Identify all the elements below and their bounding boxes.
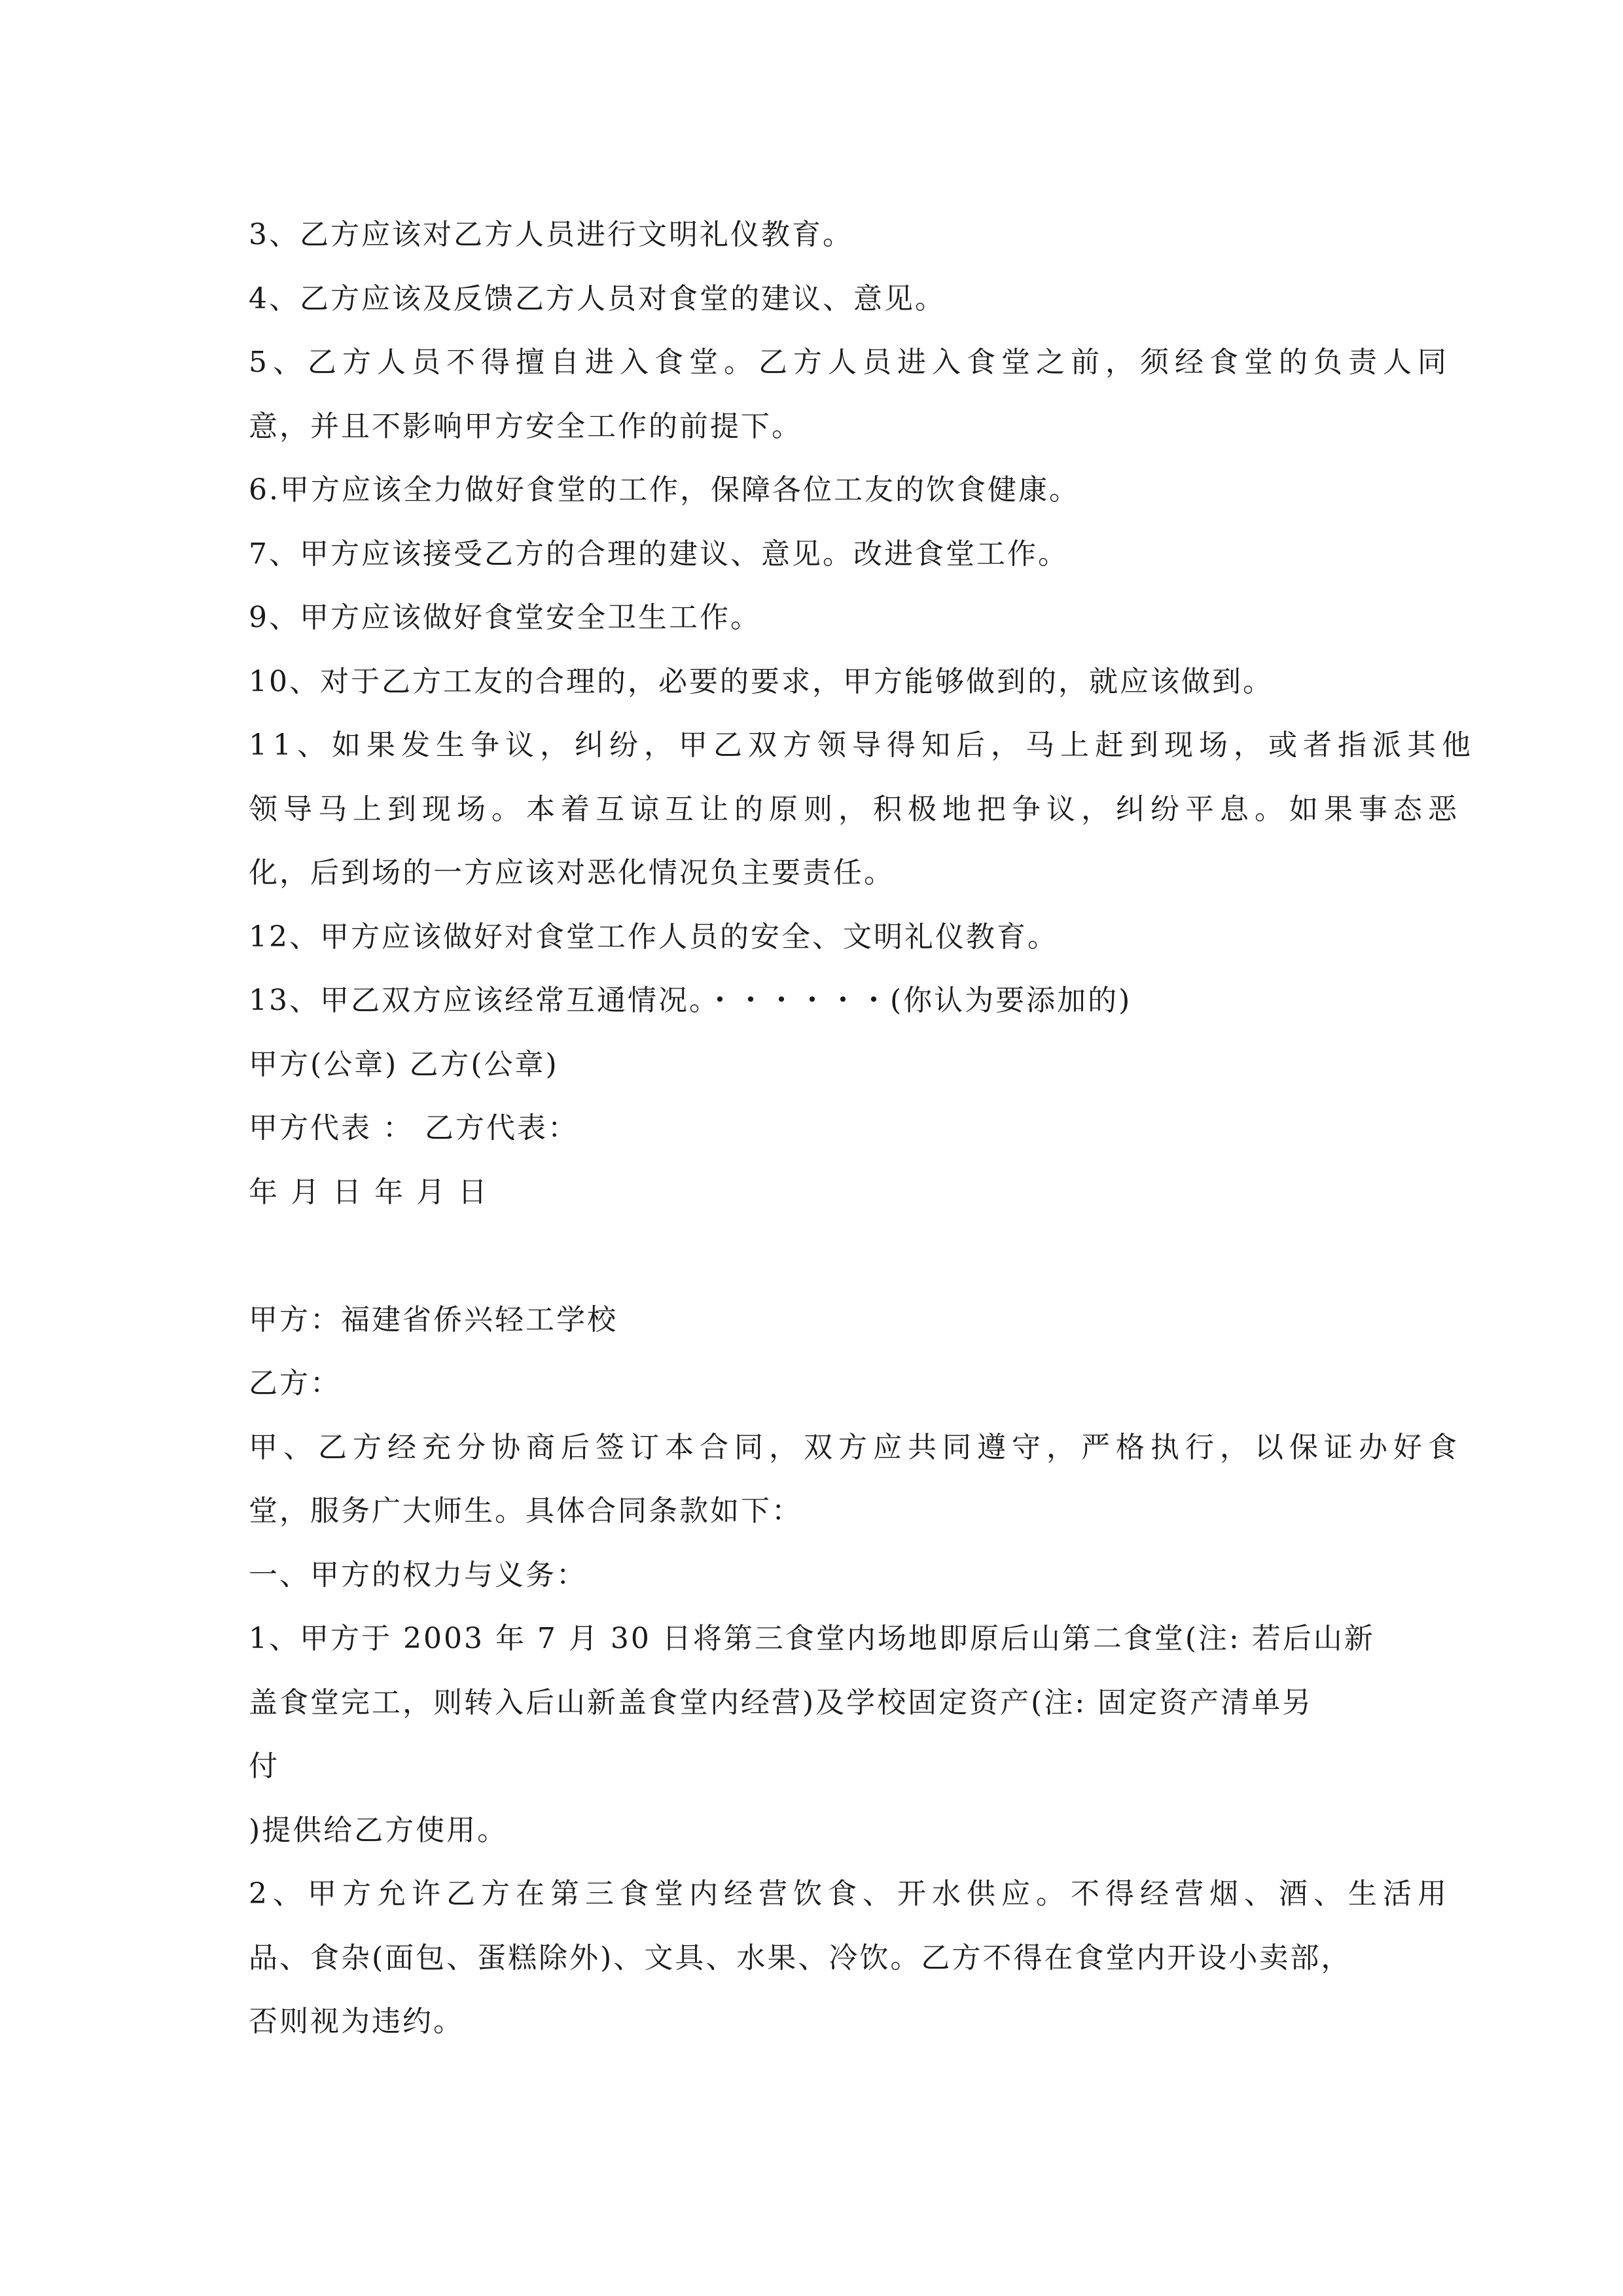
paragraph-line: 7、甲方应该接受乙方的合理的建议、意见。改进食堂工作。 [249,537,1069,571]
paragraph-line: 品、食杂(面包、蛋糕除外)、文具、水果、冷饮。乙方不得在食堂内开设小卖部， [249,1941,1352,1975]
paragraph-line: 10、对于乙方工友的合理的，必要的要求，甲方能够做到的，就应该做到。 [249,664,1274,698]
document-page [249,203,1476,2054]
paragraph-line: 9、甲方应该做好食堂安全卫生工作。 [249,601,761,634]
paragraph-line: 付 [249,1749,279,1783]
signature-date-line: 年 月 日 年 月 日 [249,1175,489,1209]
paragraph-line: 5、乙方人员不得擅自进入食堂。乙方人员进入食堂之前，须经食堂的负责人同 [249,346,1452,379]
clauses-section [249,203,1476,1224]
paragraph-line: 12、甲方应该做好对食堂工作人员的安全、文明礼仪教育。 [249,920,1058,954]
paragraph-line: 盖食堂完工，则转入后山新盖食堂内经营)及学校固定资产(注: 固定资产清单另 [249,1685,1313,1719]
section-gap [249,1224,1387,1288]
paragraph-line: 3、乙方应该对乙方人员进行文明礼仪教育。 [249,218,853,251]
signature-representative-line: 甲方代表 ： 乙方代表： [249,1111,579,1145]
paragraph-line: 1、甲方于 2003 年 7 月 30 日将第三食堂内场地即原后山第二食堂(注: 若后山新 [249,1622,1375,1655]
paragraph-line: 4、乙方应该及反馈乙方人员对食堂的建议、意见。 [249,281,946,315]
paragraph-line: 2、甲方允许乙方在第三食堂内经营饮食、开水供应。不得经营烟、酒、生活用 [249,1877,1452,1910]
party-a-line: 甲方：福建省侨兴轻工学校 [249,1302,618,1336]
paragraph-line: 6.甲方应该全力做好食堂的工作，保障各位工友的饮食健康。 [249,473,1080,507]
paragraph-line: 11、如果发生争议，纠纷，甲乙双方领导得知后，马上赶到现场，或者指派其他 [249,728,1476,762]
party-b-line: 乙方： [249,1367,341,1400]
paragraph-line: 甲、乙方经充分协商后签订本合同，双方应共同遵守，严格执行，以保证办好食 [249,1430,1463,1464]
section-heading: 一、甲方的权力与义务： [249,1558,587,1592]
paragraph-line: 领导马上到现场。本着互谅互让的原则，积极地把争议，纠纷平息。如果事态恶 [249,792,1463,826]
paragraph-line: )提供给乙方使用。 [249,1813,508,1847]
paragraph-line: 堂，服务广大师生。具体合同条款如下： [249,1494,802,1528]
paragraph-line: 13、甲乙双方应该经常互通情况。・・・・・・(你认为要添加的) [249,984,1132,1017]
contract-section [249,1288,1463,2054]
paragraph-line: 否则视为违约。 [249,2005,464,2038]
paragraph-line: 意，并且不影响甲方安全工作的前提下。 [249,409,802,443]
signature-seal-line: 甲方(公章) 乙方(公章) [249,1047,559,1081]
paragraph-line: 化，后到场的一方应该对恶化情况负主要责任。 [249,856,895,889]
